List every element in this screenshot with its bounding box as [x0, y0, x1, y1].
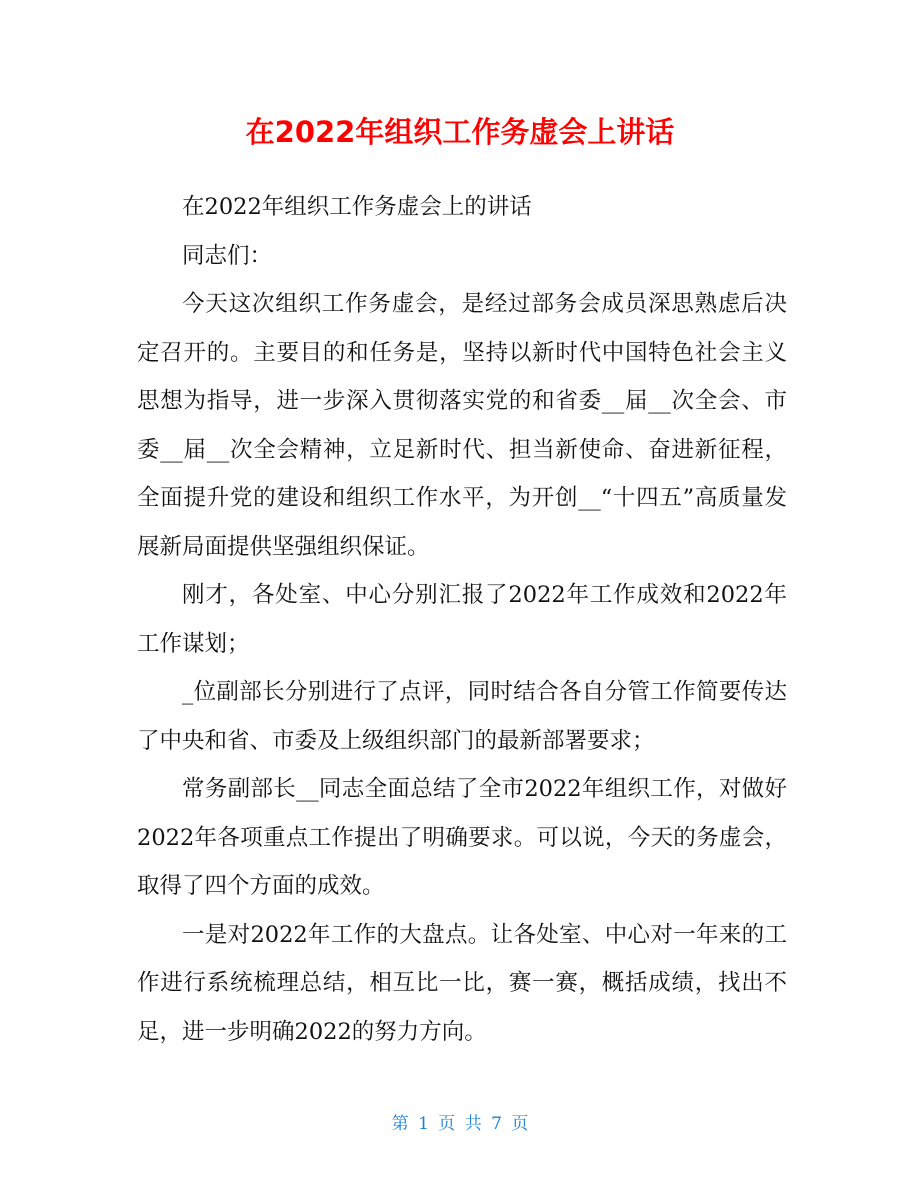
document-body	[137, 183, 787, 1056]
paragraph: 今天这次组织工作务虚会，是经过部务会成员深思熟虑后决定召开的。主要目的和任务是，坚持以新时代中国特色社会主义思想为指导，进一步深入贯彻落实党的和省委__届__次全会、市委__届__次全会精神，立足新时代、担当新使命、奋进新征程，全面提升党的建设和组织工作水平，为开创__“十四五”高质量发展新局面提供坚强组织保证。	[137, 291, 787, 560]
paragraph: _位副部长分别进行了点评，同时结合各自分管工作简要传达了中央和省、市委及上级组织部门的最新部署要求；	[137, 679, 787, 754]
paragraph-subtitle: 在2022年组织工作务虚会上的讲话	[182, 194, 532, 220]
paragraph: 常务副部长__同志全面总结了全市2022年组织工作，对做好2022年各项重点工作提出了明确要求。可以说，今天的务虚会，取得了四个方面的成效。	[137, 776, 787, 899]
paragraph: 刚才，各处室、中心分别汇报了2022年工作成效和2022年工作谋划；	[137, 582, 787, 657]
page-number-footer: 第 1 页 共 7 页	[391, 1114, 529, 1134]
document-title: 在2022年组织工作务虚会上讲话	[245, 115, 675, 149]
paragraph-salutation: 同志们：	[182, 242, 273, 269]
paragraph: 一是对2022年工作的大盘点。让各处室、中心对一年来的工作进行系统梳理总结，相互比一比，赛一赛，概括成绩，找出不足，进一步明确2022的努力方向。	[137, 921, 787, 1045]
